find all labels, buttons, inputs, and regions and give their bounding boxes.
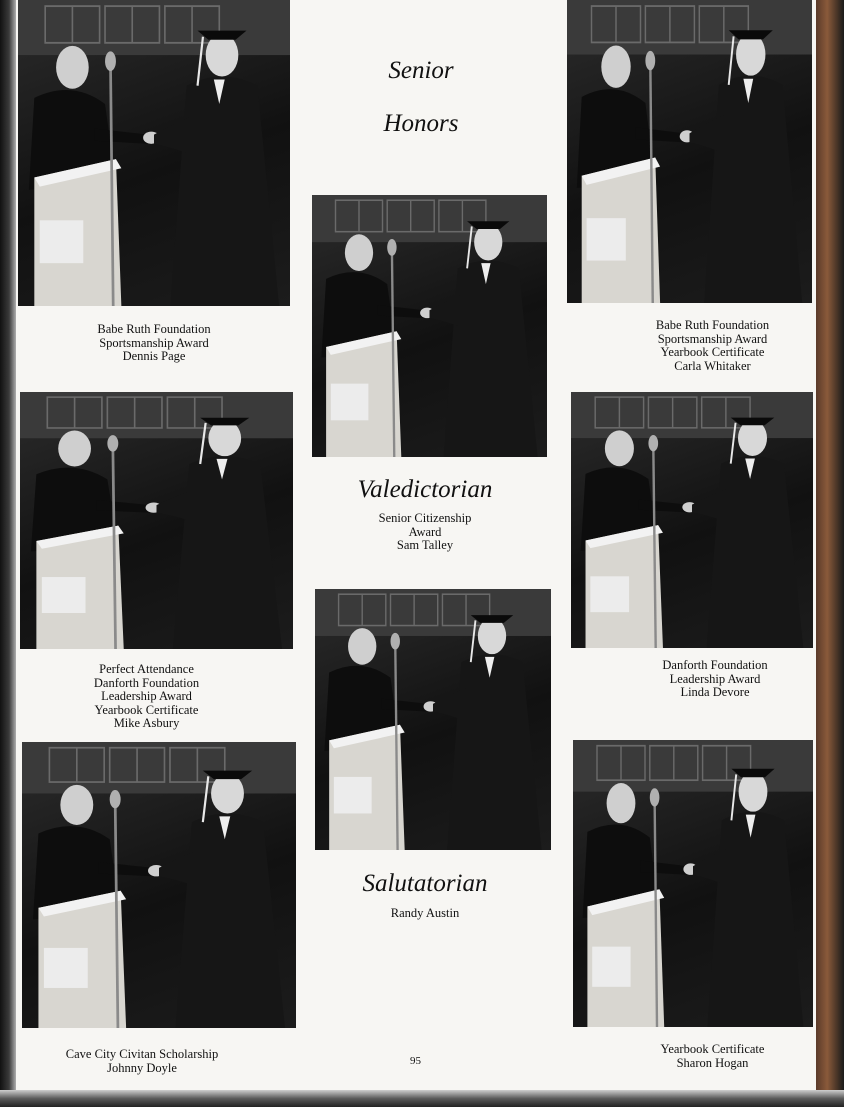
caption-line: Mike Asbury [113, 716, 180, 730]
caption-line: Sharon Hogan [676, 1055, 749, 1070]
caption-line: Yearbook Certificate [660, 1042, 765, 1056]
photo-linda-devore [571, 392, 813, 648]
heading-honors: Honors [383, 110, 459, 137]
caption-line: Yearbook Certificate [660, 345, 765, 359]
caption-line: Carla Whitaker [674, 358, 751, 373]
caption-line: Sportsmanship Award [99, 335, 209, 350]
caption-line: Johnny Doyle [107, 1060, 177, 1075]
caption-line: Cave City Civitan Scholarship [65, 1047, 219, 1061]
caption-line: Senior Citizenship [378, 511, 472, 525]
caption-mike-asbury [20, 663, 273, 731]
caption-johnny-doyle [22, 1048, 262, 1075]
caption-line: Danforth Foundation [662, 658, 768, 672]
caption-carla-whitaker [580, 319, 844, 373]
photo-johnny-doyle [22, 742, 296, 1028]
caption-line: Danforth Foundation [93, 675, 200, 690]
caption-line: Award [408, 524, 442, 539]
caption-line: Leadership Award [101, 689, 192, 703]
photo-dennis-page [18, 0, 290, 306]
caption-randy-austin [330, 907, 520, 921]
caption-line: Babe Ruth Foundation [655, 318, 770, 332]
photo-sharon-hogan [573, 740, 813, 1027]
photo-sam-talley [312, 195, 547, 457]
heading-senior: Senior [388, 57, 454, 84]
photo-randy-austin [315, 589, 551, 850]
page-bottom-edge [0, 1090, 844, 1107]
caption-line: Perfect Attendance [99, 662, 194, 676]
caption-line: Sportsmanship Award [657, 331, 768, 346]
page-number: 95 [410, 1055, 421, 1067]
caption-line: Randy Austin [390, 906, 460, 920]
caption-sam-talley [330, 512, 520, 553]
heading-valedictorian: Valedictorian [357, 476, 493, 503]
photo-mike-asbury [20, 392, 293, 649]
caption-line: Dennis Page [122, 349, 186, 363]
caption-linda-devore [580, 659, 844, 700]
caption-line: Linda Devore [680, 685, 750, 699]
caption-line: Leadership Award [669, 671, 761, 686]
caption-dennis-page [18, 323, 290, 364]
heading-salutatorian: Salutatorian [362, 870, 488, 897]
caption-line: Babe Ruth Foundation [97, 322, 211, 336]
caption-sharon-hogan [580, 1043, 844, 1070]
caption-line: Yearbook Certificate [94, 702, 199, 717]
caption-line: Sam Talley [396, 538, 454, 552]
photo-carla-whitaker [567, 0, 812, 303]
page-edge-shadow [816, 0, 844, 1107]
